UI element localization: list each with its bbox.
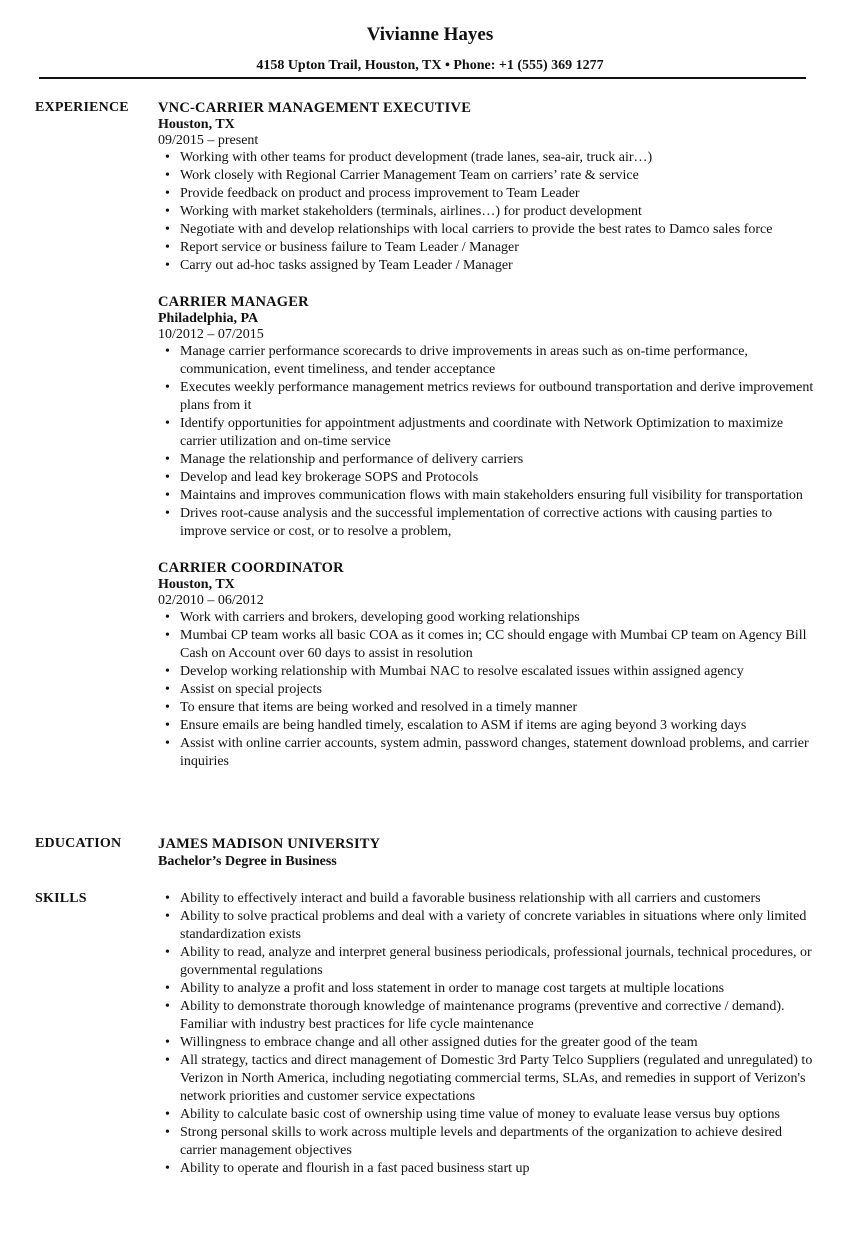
job-dates: 10/2012 – 07/2015 [158, 327, 264, 342]
job-bullet: • Work closely with Regional Carrier Management Team on carriers’ rate & service [158, 167, 818, 185]
job-bullet: • Manage the relationship and performance of delivery carriers [158, 451, 818, 469]
skill-item: • Ability to read, analyze and interpret general business periodicals, professional journals, technical procedures, or governmental regulations [158, 944, 818, 980]
job-bullet: • Ensure emails are being handled timely, escalation to ASM if items are aging beyond 3 working days [158, 717, 818, 735]
experience-body [158, 99, 818, 771]
skill-item: • All strategy, tactics and direct management of Domestic 3rd Party Telco Suppliers (regulated and unregulated) to Verizon in North America, including negotiating commercial terms, SLAs, and remedies in support of Verizon's network priorities and customer service expectations [158, 1052, 818, 1106]
job-entry [158, 559, 818, 771]
job-entry [158, 99, 818, 275]
job-location: Houston, TX [158, 577, 235, 592]
job-bullet: • Provide feedback on product and process improvement to Team Leader [158, 185, 818, 203]
job-bullet: • Carry out ad-hoc tasks assigned by Team Leader / Manager [158, 257, 818, 275]
school-name: JAMES MADISON UNIVERSITY [158, 836, 381, 852]
degree: Bachelor’s Degree in Business [158, 854, 337, 869]
job-title: CARRIER MANAGER [158, 294, 309, 310]
contact-line: 4158 Upton Trail, Houston, TX • Phone: +1 (555) 369 1277 [256, 58, 604, 73]
skills-body [158, 890, 818, 1178]
header-divider [39, 77, 806, 79]
job-title: CARRIER COORDINATOR [158, 560, 344, 576]
job-dates: 09/2015 – present [158, 133, 259, 148]
skills-list [158, 890, 818, 1178]
job-location: Houston, TX [158, 117, 235, 132]
job-bullet: • Work with carriers and brokers, developing good working relationships [158, 609, 818, 627]
section-label-education: EDUCATION [35, 836, 122, 851]
job-location: Philadelphia, PA [158, 311, 259, 326]
skill-item: • Ability to demonstrate thorough knowledge of maintenance programs (preventive and corrective / demand). Familiar with industry best practices for life cycle maintenance [158, 998, 818, 1034]
job-title: VNC-CARRIER MANAGEMENT EXECUTIVE [158, 100, 472, 116]
job-bullet: • Develop and lead key brokerage SOPS and Protocols [158, 469, 818, 487]
job-bullet: • Negotiate with and develop relationships with local carriers to provide the best rates to Damco sales force [158, 221, 818, 239]
job-bullet: • Maintains and improves communication flows with main stakeholders ensuring full visibility for transportation [158, 487, 818, 505]
skill-item: • Ability to effectively interact and build a favorable business relationship with all carriers and customers [158, 890, 818, 908]
job-bullet: • Manage carrier performance scorecards to drive improvements in areas such as on-time performance, communication, event timeliness, and tender acceptance [158, 343, 818, 379]
skill-item: • Ability to solve practical problems and deal with a variety of concrete variables in situations where only limited standardization exists [158, 908, 818, 944]
job-bullet: • Assist with online carrier accounts, system admin, password changes, statement download problems, and carrier inquiries [158, 735, 818, 771]
job-bullets [158, 609, 818, 771]
job-bullet: • Executes weekly performance management metrics reviews for outbound transportation and derive improvement plans from it [158, 379, 818, 415]
section-label-experience: EXPERIENCE [35, 100, 129, 115]
job-bullets [158, 343, 818, 541]
job-bullet: • To ensure that items are being worked and resolved in a timely manner [158, 699, 818, 717]
job-bullet: • Mumbai CP team works all basic COA as it comes in; CC should engage with Mumbai CP team on Agency Bill Cash on Account over 60 days to assist in resolution [158, 627, 818, 663]
job-bullet: • Working with other teams for product development (trade lanes, sea-air, truck air…) [158, 149, 818, 167]
job-bullet: • Assist on special projects [158, 681, 818, 699]
job-bullet: • Develop working relationship with Mumbai NAC to resolve escalated issues within assigned agency [158, 663, 818, 681]
section-label-skills: SKILLS [35, 891, 87, 906]
job-bullet: • Drives root-cause analysis and the successful implementation of corrective actions with causing parties to improve service or cost, or to resolve a problem, [158, 505, 818, 541]
job-entry [158, 293, 818, 541]
skill-item: • Ability to calculate basic cost of ownership using time value of money to evaluate lease versus buy options [158, 1106, 818, 1124]
job-dates: 02/2010 – 06/2012 [158, 593, 264, 608]
job-bullet: • Working with market stakeholders (terminals, airlines…) for product development [158, 203, 818, 221]
skill-item: • Willingness to embrace change and all other assigned duties for the greater good of the team [158, 1034, 818, 1052]
job-bullet: • Report service or business failure to Team Leader / Manager [158, 239, 818, 257]
skill-item: • Ability to analyze a profit and loss statement in order to manage cost targets at multiple locations [158, 980, 818, 998]
job-bullets [158, 149, 818, 275]
education-body [158, 835, 818, 871]
candidate-name: Vivianne Hayes [366, 24, 494, 45]
skill-item: • Ability to operate and flourish in a fast paced business start up [158, 1160, 818, 1178]
job-bullet: • Identify opportunities for appointment adjustments and coordinate with Network Optimization to maximize carrier utilization and on-time service [158, 415, 818, 451]
skill-item: • Strong personal skills to work across multiple levels and departments of the organization to achieve desired carrier management objectives [158, 1124, 818, 1160]
